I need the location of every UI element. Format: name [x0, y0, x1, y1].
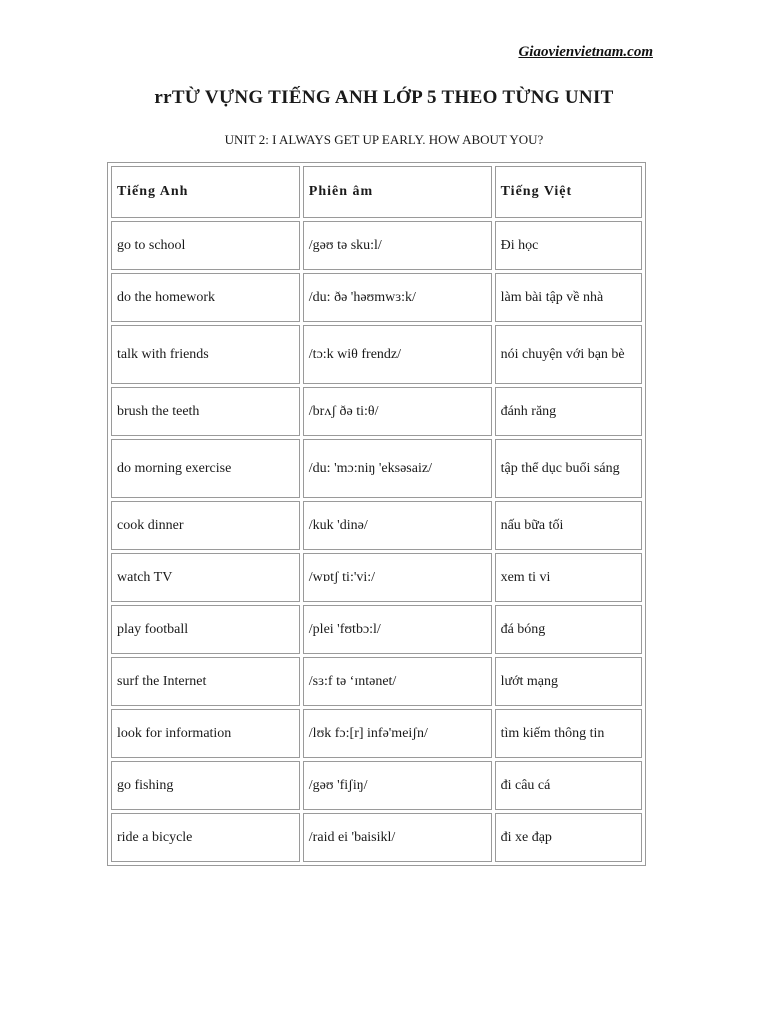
english-cell: brush the teeth	[111, 387, 300, 436]
table-row	[111, 605, 642, 654]
vietnamese-cell: đi xe đạp	[495, 813, 642, 862]
table-row	[111, 325, 642, 384]
table-row	[111, 501, 642, 550]
table-row	[111, 273, 642, 322]
vietnamese-cell: đi câu cá	[495, 761, 642, 810]
table-row	[111, 709, 642, 758]
phonetic-cell: /gəʊ 'fiʃiŋ/	[303, 761, 492, 810]
phonetic-cell: /wɒtʃ ti:'vi:/	[303, 553, 492, 602]
english-cell: cook dinner	[111, 501, 300, 550]
phonetic-cell: /gəʊ tə sku:l/	[303, 221, 492, 270]
vietnamese-cell: tập thể dục buổi sáng	[495, 439, 642, 498]
phonetic-cell: /du: 'mɔ:niŋ 'eksəsaiz/	[303, 439, 492, 498]
vietnamese-cell: đánh răng	[495, 387, 642, 436]
phonetic-cell: /raid ei 'baisikl/	[303, 813, 492, 862]
english-cell: surf the Internet	[111, 657, 300, 706]
table-row	[111, 813, 642, 862]
vietnamese-cell: Đi học	[495, 221, 642, 270]
vietnamese-cell: đá bóng	[495, 605, 642, 654]
vietnamese-cell: tìm kiếm thông tin	[495, 709, 642, 758]
phonetic-cell: /plei 'fʊtbɔ:l/	[303, 605, 492, 654]
vietnamese-cell: làm bài tập về nhà	[495, 273, 642, 322]
phonetic-cell: /sɜ:f tə ‘ɪntənet/	[303, 657, 492, 706]
table-row	[111, 387, 642, 436]
column-header-english: Tiếng Anh	[111, 166, 300, 218]
table-row	[111, 553, 642, 602]
table-row	[111, 657, 642, 706]
english-cell: ride a bicycle	[111, 813, 300, 862]
vietnamese-cell: nấu bữa tối	[495, 501, 642, 550]
site-link[interactable]: Giaovienvietnam.com	[518, 44, 653, 60]
english-cell: play football	[111, 605, 300, 654]
english-cell: do the homework	[111, 273, 300, 322]
page-title: rrTỪ VỰNG TIẾNG ANH LỚP 5 THEO TỪNG UNIT	[154, 87, 614, 108]
english-cell: go to school	[111, 221, 300, 270]
table-row	[111, 221, 642, 270]
vocabulary-table	[107, 162, 646, 866]
phonetic-cell: /kuk 'dinə/	[303, 501, 492, 550]
vietnamese-cell: lướt mạng	[495, 657, 642, 706]
unit-subtitle: UNIT 2: I ALWAYS GET UP EARLY. HOW ABOUT YOU?	[224, 132, 544, 147]
table-row	[111, 761, 642, 810]
phonetic-cell: /lʊk fɔ:[r] infə'meiʃn/	[303, 709, 492, 758]
english-cell: go fishing	[111, 761, 300, 810]
column-header-phonetic: Phiên âm	[303, 166, 492, 218]
column-header-vietnamese: Tiếng Việt	[495, 166, 642, 218]
english-cell: talk with friends	[111, 325, 300, 384]
english-cell: do morning exercise	[111, 439, 300, 498]
phonetic-cell: /du: ðə 'həʊmwɜ:k/	[303, 273, 492, 322]
phonetic-cell: /brʌʃ ðə ti:θ/	[303, 387, 492, 436]
table-row	[111, 439, 642, 498]
vietnamese-cell: xem ti vi	[495, 553, 642, 602]
english-cell: look for information	[111, 709, 300, 758]
vietnamese-cell: nói chuyện với bạn bè	[495, 325, 642, 384]
english-cell: watch TV	[111, 553, 300, 602]
phonetic-cell: /tɔ:k wiθ frendz/	[303, 325, 492, 384]
table-header-row	[111, 166, 642, 218]
